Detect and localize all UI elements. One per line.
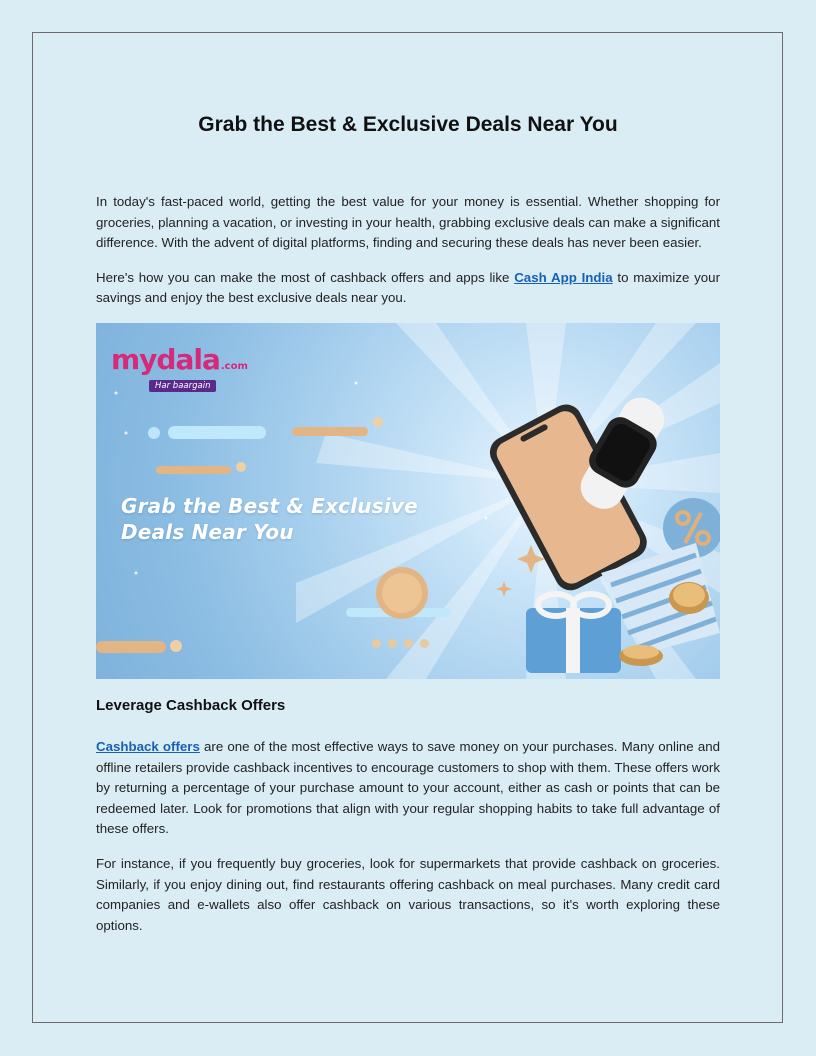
page-title: Grab the Best & Exclusive Deals Near You (198, 113, 618, 136)
how-to-text-after: to maximize your savings and enjoy the best exclusive deals near you. (96, 269, 721, 306)
instagram-social-icon (388, 639, 397, 648)
mydala-logo (111, 342, 248, 393)
banner-headline (121, 493, 418, 545)
hero-banner-image (96, 323, 720, 679)
banner-headline-line2: Deals Near You (121, 519, 294, 544)
document-content (96, 100, 720, 936)
how-to-paragraph (96, 268, 720, 309)
banner-headline-line1: Grab the Best & Exclusive (121, 493, 418, 518)
facebook-social-icon (404, 639, 413, 648)
cashback-paragraph (96, 737, 720, 840)
instance-paragraph: For instance, if you frequently buy groceries, look for supermarkets that provide cashback on groceries. Similarly, if you enjoy dining out, find restaurants offering cashback on meal purchases. Many credit card companies and e-wallets also offer cashback on various transactions, so it's worth exploring these options. (96, 855, 720, 933)
brand-name: mydala (111, 342, 220, 376)
cashback-offers-link[interactable]: Cashback offers (96, 738, 200, 754)
brand-tld: .com (220, 360, 248, 372)
how-to-text-before: Here's how you can make the most of cashback offers and apps like (96, 269, 515, 285)
cash-app-india-link[interactable]: Cash App India (514, 269, 613, 285)
social-icons-row (372, 639, 429, 648)
gift-box-illustration (526, 594, 621, 673)
x-social-icon (372, 639, 381, 648)
section-heading: Leverage Cashback Offers (96, 696, 286, 714)
cashback-paragraph-text: are one of the most effective ways to save money on your purchases. Many online and offline retailers provide cashback incentives to encourage customers to shop with them. These offers work by returning a percentage of your purchase amount to your account, either as cash or points that can be redeemed later. Look for promotions that align with your regular shopping habits to take full advantage of these offers. (96, 738, 721, 837)
youtube-social-icon (420, 639, 429, 648)
intro-paragraph: In today's fast-paced world, getting the best value for your money is essential. Whether shopping for groceries, planning a vacation, or investing in your health, grabbing exclusive deals can make a significant difference. With the advent of digital platforms, finding and securing these deals has never been easier. (96, 194, 720, 251)
brand-tagline: Har baargain (149, 380, 216, 392)
